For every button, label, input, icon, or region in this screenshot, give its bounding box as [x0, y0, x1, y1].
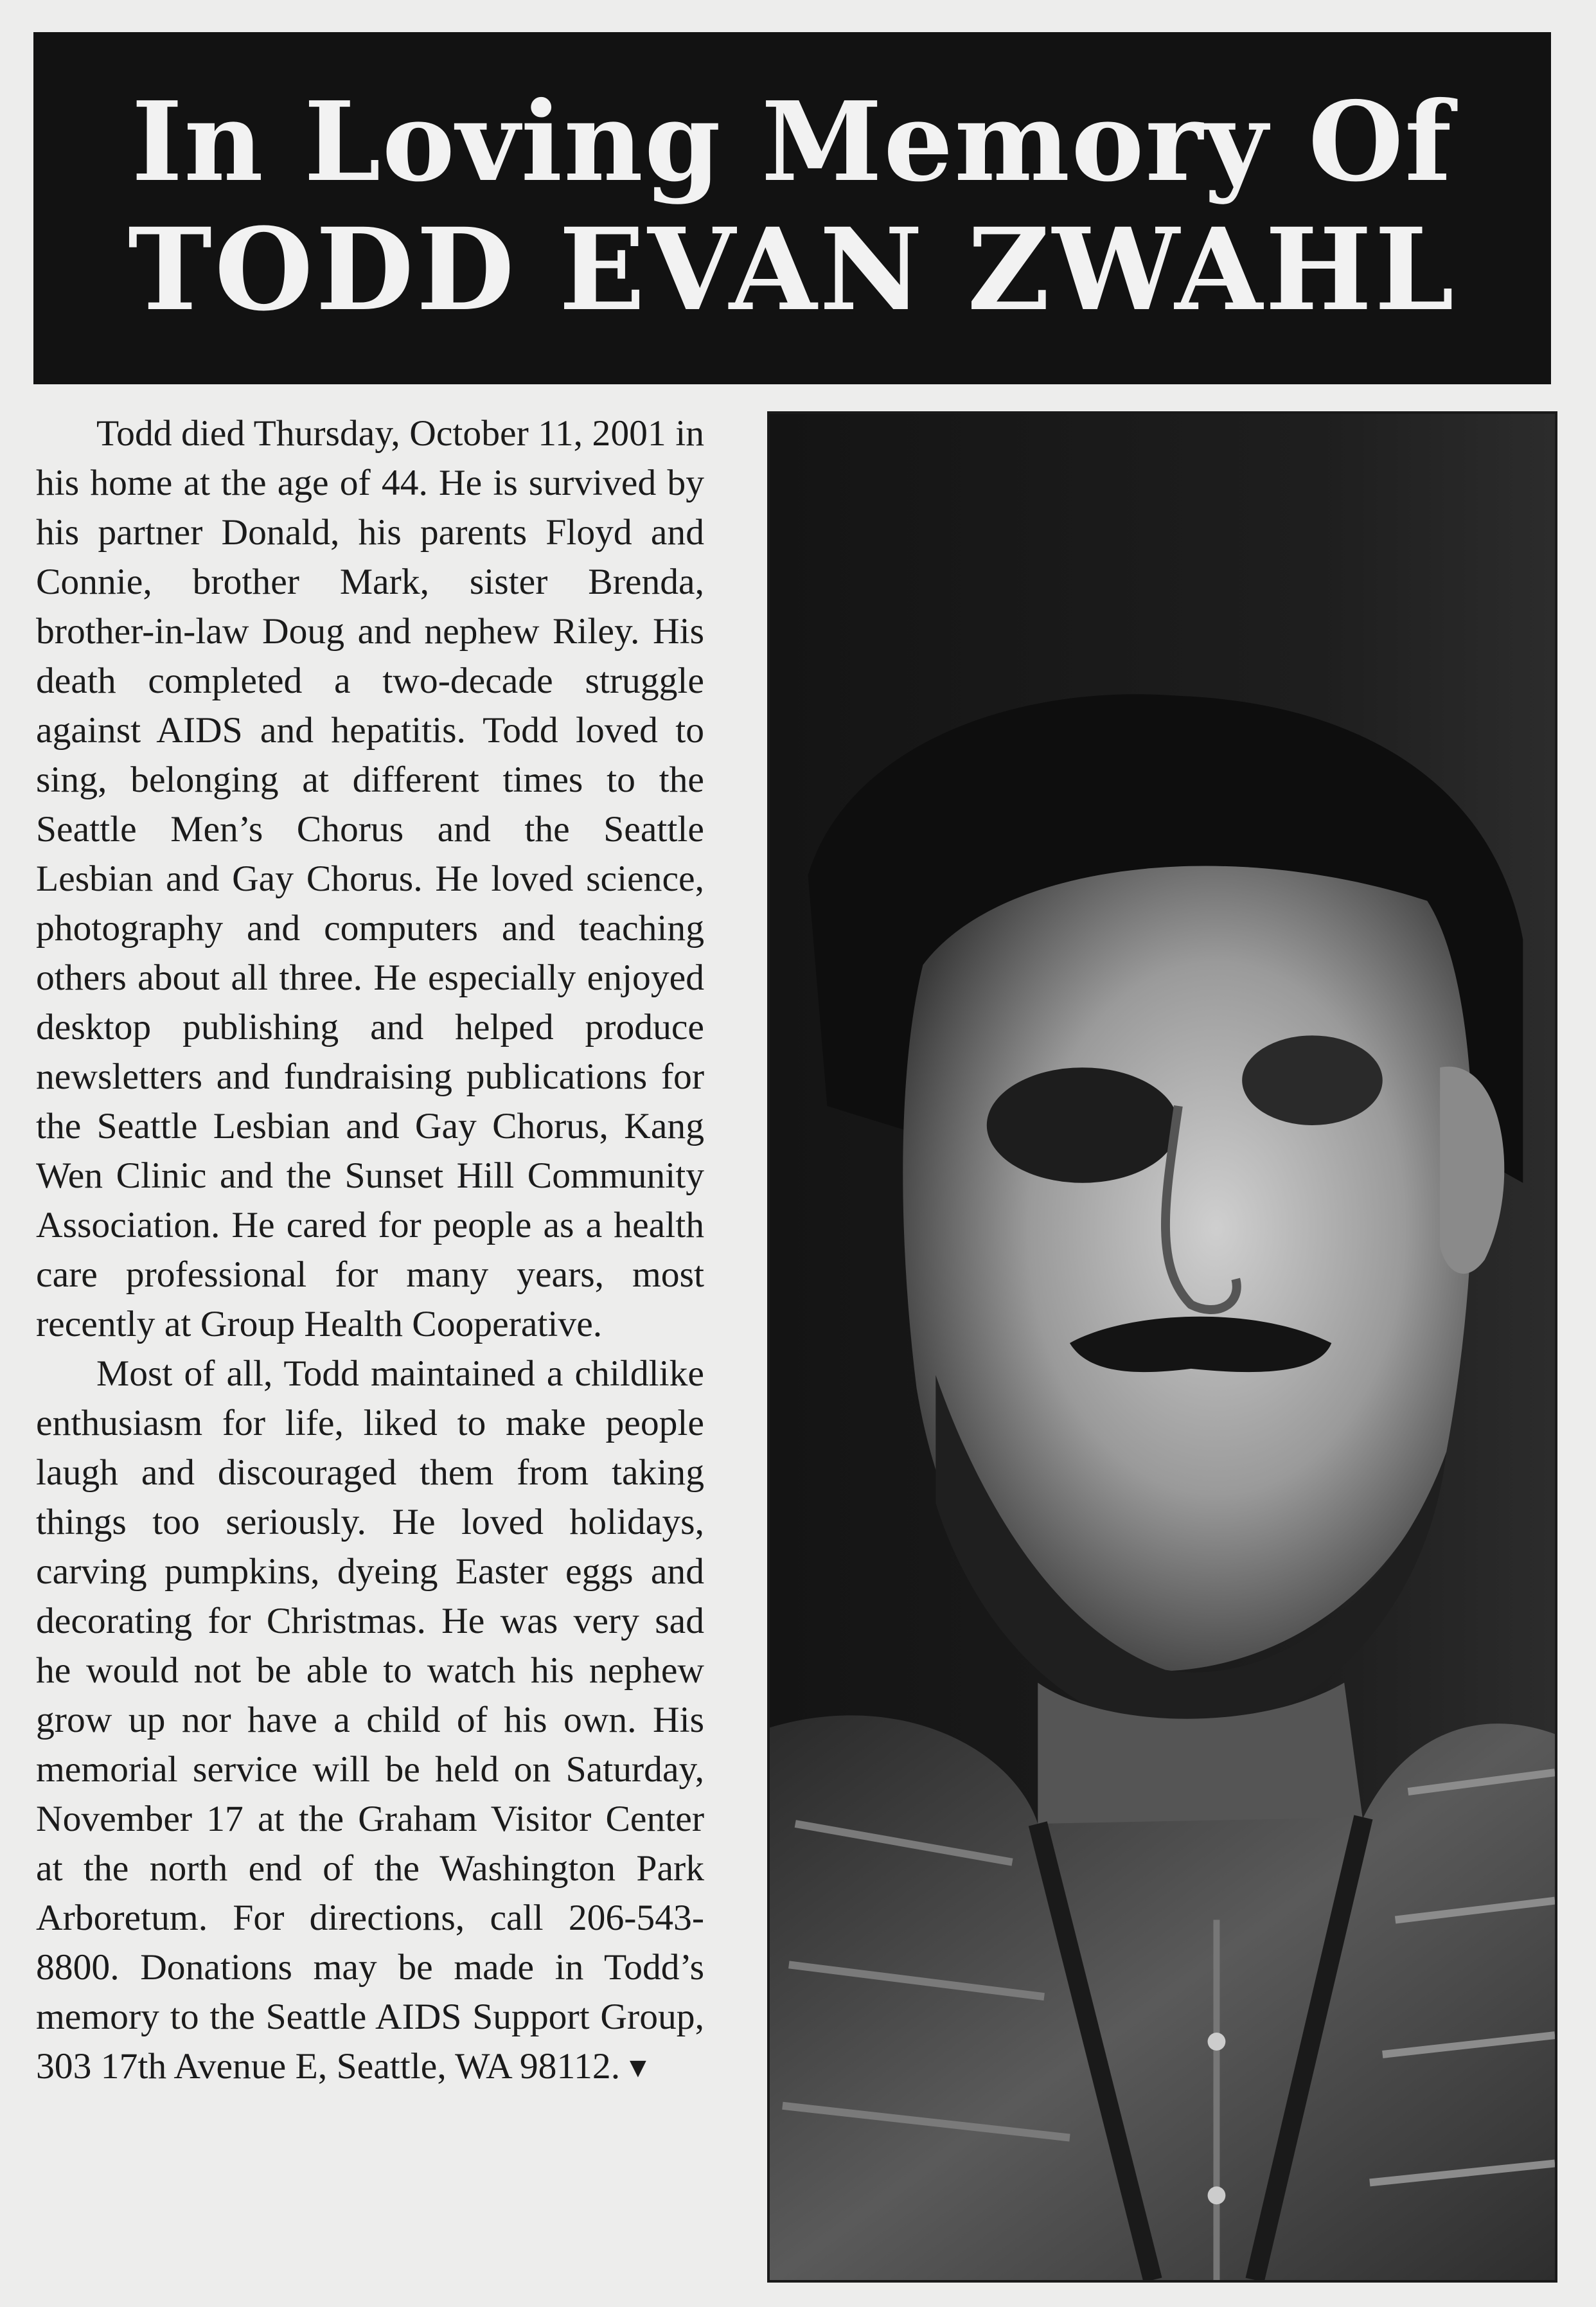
- obituary-text: [36, 409, 704, 2092]
- banner-title: In Loving Memory Of: [131, 77, 1453, 206]
- banner-name: TODD EVAN ZWAHL: [127, 202, 1457, 336]
- end-mark-icon: ▼: [624, 2052, 652, 2083]
- portrait-photo: [767, 411, 1557, 2283]
- paragraph-2-text: Most of all, Todd maintained a childlike enthusiasm for life, liked to make people laugh and discouraged them from taking things too seriously. He loved holidays, carving pumpkins, dyeing Easter eggs and decorating for Christmas. He was very sad he would not be able to watch his nephew grow up nor have a child of his own. His memorial service will be held on Saturday, November 17 at the Graham Visitor Center at the north end of the Washington Park Arboretum. For directions, call 206-543-8800. Donations may be made in Todd’s memory to the Seattle AIDS Support Group, 303 17th Avenue E, Seattle, WA 98112.: [36, 1353, 704, 2087]
- portrait-image: [770, 414, 1555, 2280]
- memorial-banner: [33, 32, 1551, 384]
- paragraph-1: Todd died Thursday, October 11, 2001 in his home at the age of 44. He is survived by his partner Donald, his parents Floyd and Connie, brother Mark, sister Brenda, brother-in-law Doug and nephew Riley. His death completed a two-decade struggle against AIDS and hepatitis. Todd loved to sing, belonging at different times to the Seattle Men’s Chorus and the Seattle Lesbian and Gay Chorus. He loved science, photography and computers and teaching others about all three. He especially enjoyed desktop publishing and helped produce newsletters and fundraising publications for the Seattle Lesbian and Gay Chorus, Kang Wen Clinic and the Sunset Hill Community Association. He cared for people as a health care professional for many years, most recently at Group Health Cooperative.: [36, 413, 704, 1344]
- paragraph-2: [36, 1349, 704, 2092]
